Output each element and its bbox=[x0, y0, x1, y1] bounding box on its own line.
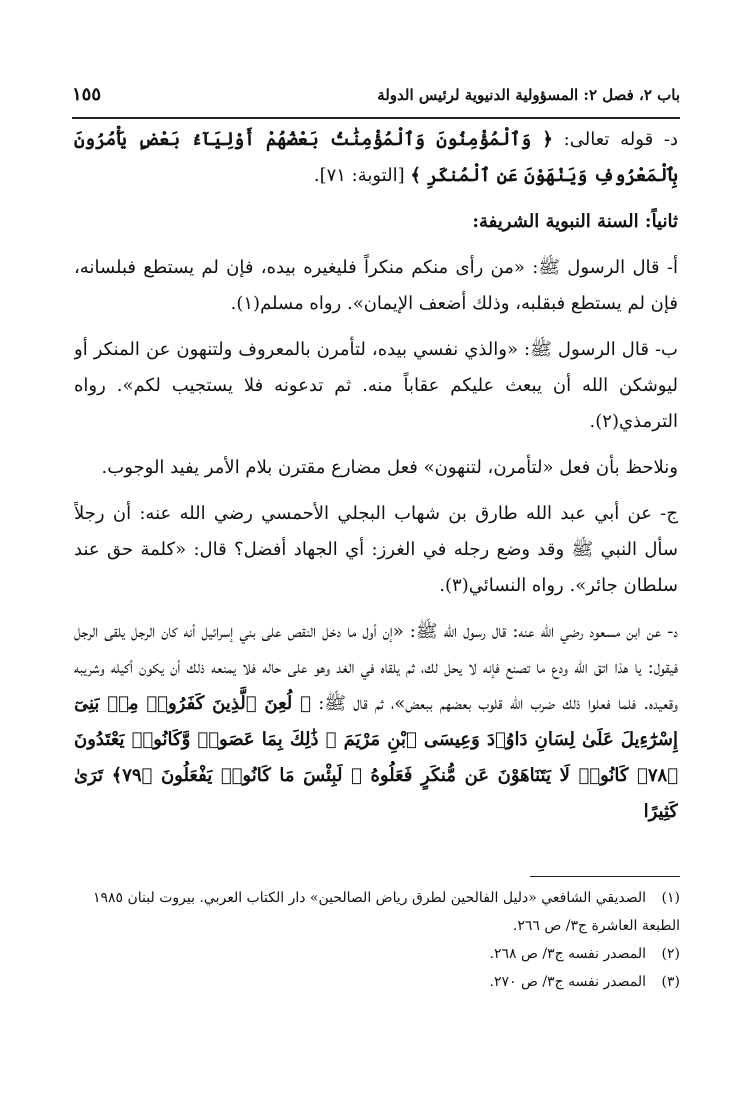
footnote-number: (٣) bbox=[661, 974, 680, 990]
section-heading: ثانياً: السنة النبوية الشريفة: bbox=[472, 211, 678, 232]
footnote bbox=[74, 940, 680, 968]
quran-verse-continued: ﴿ لُعِنَ ٱلَّذِينَ كَفَرُوا۟ مِنۢ بَنِىٓ إِسْرَٰٓءِيلَ عَلَىٰ لِسَانِ دَاوُۥدَ وَعِيسَى ٱبْنِ مَرْيَمَ ۚ ذَٰلِكَ بِمَا عَصَوا۟ وَّكَانُوا۟ يَعْتَدُونَ ﴿٧٨﴾ كَانُوا۟ لَا يَتَنَاهَوْنَ عَن مُّنكَرٍ فَعَلُوهُ ۚ لَبِئْسَ مَا كَانُوا۟ يَفْعَلُونَ ﴿٧٩﴾ تَرَىٰ كَثِيرًا bbox=[74, 693, 678, 822]
footnote bbox=[74, 884, 680, 940]
main-text bbox=[74, 122, 678, 858]
paragraph-note: ونلاحظ بأن فعل «لتأمرن، لتنهون» فعل مضارع مقترن بلام الأمر يفيد الوجوب. bbox=[101, 457, 678, 478]
verse-reference: [التوبة: ٧١]. bbox=[313, 165, 411, 186]
paragraph-quran-verse bbox=[74, 122, 678, 194]
header-rule bbox=[72, 117, 680, 119]
footnote-text: المصدر نفسه ج٣/ ص ٢٧٠. bbox=[489, 974, 646, 990]
footnote-text: الصديقي الشافعي «دليل الفالحين لطرق رياض الصالحين» دار الكتاب العربي. بيروت لبنان ١٩٨٥ الطبعة العاشرة ج٣/ ص ٢٦٦. bbox=[92, 890, 680, 934]
footnote-rule bbox=[530, 876, 680, 877]
footnote-number: (١) bbox=[661, 890, 680, 906]
footnotes bbox=[74, 884, 680, 996]
paragraph-hadith-j: ج- عن أبي عبد الله طارق بن شهاب البجلي الأحمسي رضي الله عنه: أن رجلاً سأل النبي ﷺ وقد وضع رجله في الغرز: أي الجهاد أفضل؟ قال: «كلمة حق عند سلطان جائر». رواه النسائي(٣). bbox=[74, 503, 678, 596]
paragraph-hadith-a: أ- قال الرسول ﷺ: «من رأى منكم منكراً فليغيره بيده، فإن لم يستطع فبلسانه، فإن لم يستطع فبقلبه، وذلك أضعف الإيمان». رواه مسلم(١). bbox=[74, 257, 678, 314]
quran-verse: ﴿ وَٱلْمُؤْمِنُونَ وَٱلْمُؤْمِنَٰتُ بَعْضُهُمْ أَوْلِيَآءُ بَعْضٍ يَأْمُرُونَ بِٱلْمَعْرُوفِ وَيَنْهَوْنَ عَنِ ٱلْمُنكَرِ ﴾ bbox=[74, 129, 678, 186]
footnote-number: (٢) bbox=[661, 946, 680, 962]
paragraph-hadith-d bbox=[74, 614, 678, 830]
paragraph-hadith-b: ب- قال الرسول ﷺ: «والذي نفسي بيده، لتأمرن بالمعروف ولتنهون عن المنكر أو ليوشكن الله أن يبعث عليكم عقاباً منه. ثم تدعونه فلا يستجيب لكم». رواه الترمذي(٢). bbox=[74, 339, 678, 432]
hadith-text: د- عن ابن مسعود رضي الله عنه: قال رسول الله ﷺ: «إن أول ما دخل النقص على بني إسرائيل أنه كان الرجل يلقى الرجل فيقول: يا هذا اتق الله ودع ما تصنع فإنه لا يحل لك، ثم يلقاه في الغد وهو على حاله فلا يمنعه ذلك أن يكون أكيله وشريبه وقعيده. فلما فعلوا ذلك ضرب الله قلوب بعضهم ببعض»، ثم قال ﷺ: bbox=[74, 621, 678, 714]
page-number: ١٥٥ bbox=[72, 84, 102, 105]
running-header bbox=[72, 84, 680, 114]
footnote bbox=[74, 968, 680, 996]
verse-intro: د- قوله تعالى: bbox=[552, 129, 678, 150]
running-title: باب ٢، فصل ٢: المسؤولية الدنيوية لرئيس الدولة bbox=[377, 86, 680, 104]
footnote-text: المصدر نفسه ج٣/ ص ٢٦٨. bbox=[489, 946, 646, 962]
